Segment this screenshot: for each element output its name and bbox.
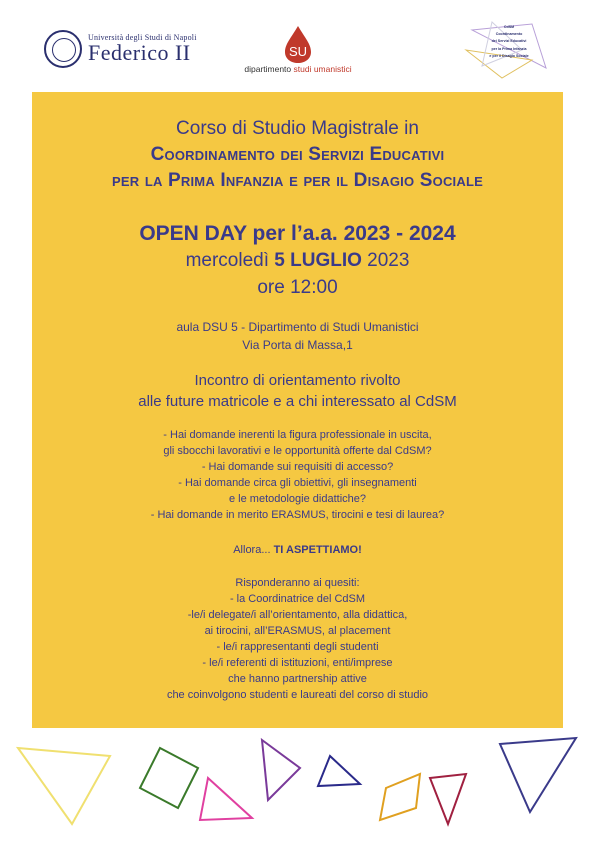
answer-line-1: - la Coordinatrice del CdSM [229,593,366,605]
date-prefix: mercoledì [185,250,275,271]
title-line-2: Coordinamento dei Servizi Educativi [150,144,445,165]
poster-panel [32,92,563,728]
cdsm-logo [462,20,550,82]
allora-line [32,544,563,556]
answer-line-6: che hanno partnership attive [228,673,367,685]
university-name: Federico II [88,40,191,65]
university-top-text: Università degli Studi di Napoli [88,33,197,42]
green-square-shape [140,748,198,808]
question-line-3: - Hai domande circa gli obiettivi, gli insegnamenti [178,477,417,489]
cdsm-line-4: e per il Disagio Sociale [489,53,529,58]
answer-line-7: che coinvolgono studenti e laureati del corso di studio [166,689,429,701]
question-line-0: - Hai domande inerenti la figura professionale in uscita, [163,429,432,441]
answer-line-5: - le/i referenti di istituzioni, enti/imprese [202,657,393,669]
university-seal-icon [44,30,82,68]
intro-line-1: Incontro di orientamento rivolto [194,372,401,389]
answer-line-0: Risponderanno ai quesiti: [235,577,360,589]
date-suffix: 2023 [361,250,410,271]
open-day-heading: OPEN DAY per l’a.a. 2023 - 2024 [139,222,456,245]
purple-triangle-shape [262,740,300,800]
answer-line-4: - le/i rappresentanti degli studenti [216,641,379,653]
intro-line-2: alle future matricole e a chi interessato al CdSM [138,393,457,410]
title-line-3: per la Prima Infanzia e per il Disagio Sociale [112,170,483,191]
dsu-label-plain: dipartimento [244,64,294,74]
allora-bold: TI ASPETTIAMO! [273,544,362,556]
question-line-4: e le metodologie didattiche? [229,493,366,505]
dsu-label-bold: studi umanistici [293,64,352,74]
cdsm-line-0: CdSM [503,25,515,29]
yellow-triangle-shape [18,748,110,824]
question-line-5: - Hai domande in merito ERASMUS, tirocini e tesi di laurea? [150,509,445,521]
question-line-1: gli sbocchi lavorativi e le opportunità offerte dal CdSM? [163,445,432,457]
decorative-shapes [0,728,595,842]
dsu-drop-icon [281,24,315,64]
blue-triangle-shape [318,756,360,786]
crimson-triangle-shape [430,774,466,824]
allora-plain: Allora... [233,544,274,556]
cdsm-line-2: dei Servizi Educativi [491,39,527,44]
answer-line-2: -le/i delegate/i all’orientamento, alla didattica, [187,609,408,621]
dsu-mark: SU [288,44,308,59]
cdsm-line-3: per la Prima Infanzia [491,46,527,51]
answer-line-3: ai tirocini, all’ERASMUS, al placement [204,625,391,637]
event-time: ore 12:00 [257,277,338,298]
header [0,0,595,92]
university-logo [44,30,197,68]
cdsm-line-1: Coordinamento [495,32,523,37]
title-line-1: Corso di Studio Magistrale in [176,118,419,139]
pink-triangle-shape [200,778,252,820]
question-line-2: - Hai domande sui requisiti di accesso? [201,461,394,473]
location-line-1: aula DSU 5 - Dipartimento di Studi Umanistici [176,320,419,334]
orange-parallelogram-shape [380,774,420,820]
dsu-logo [238,24,358,74]
navy-triangle-shape [500,738,576,812]
event-date [32,250,563,272]
date-bold: 5 LUGLIO [274,250,362,271]
location-line-2: Via Porta di Massa,1 [242,338,353,352]
